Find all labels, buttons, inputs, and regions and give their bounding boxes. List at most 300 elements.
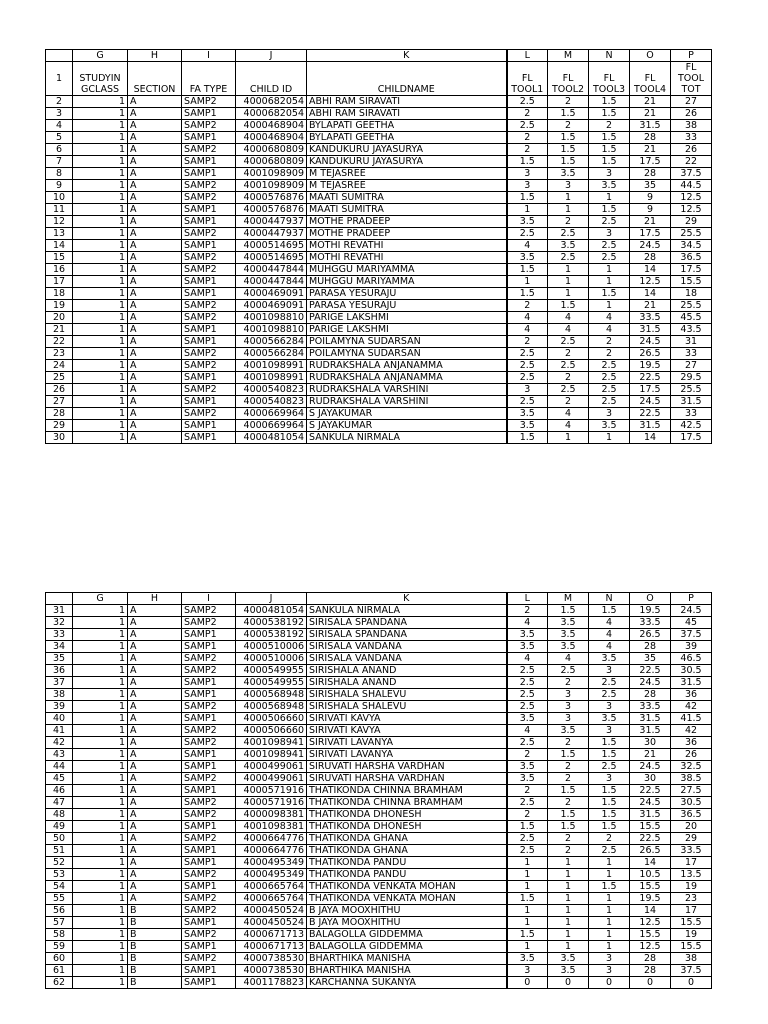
fl-tool1-cell[interactable]: 3.5 [507, 773, 548, 785]
fl-tool3-cell[interactable]: 3 [589, 965, 630, 977]
studying-class-cell[interactable]: 1 [73, 180, 128, 192]
studying-class-cell[interactable]: 1 [73, 737, 128, 749]
fa-type-cell[interactable]: SAMP1 [182, 108, 236, 120]
fl-tool2-cell[interactable]: 1.5 [548, 132, 589, 144]
fl-tool4-cell[interactable]: 33.5 [630, 617, 671, 629]
childname-cell[interactable]: SIRIVATI LAVANYA [307, 737, 507, 749]
fl-tool4-cell[interactable]: 31.5 [630, 120, 671, 132]
column-header[interactable]: J [236, 50, 307, 62]
fl-tool4-cell[interactable]: 35 [630, 653, 671, 665]
fl-tool3-cell[interactable]: 1 [589, 857, 630, 869]
row-number[interactable]: 41 [46, 725, 73, 737]
fl-tool4-cell[interactable]: 28 [630, 252, 671, 264]
fl-tool2-cell[interactable]: 1 [548, 192, 589, 204]
studying-class-cell[interactable]: 1 [73, 629, 128, 641]
fl-tool2-cell[interactable]: 2 [548, 348, 589, 360]
studying-class-cell[interactable]: 1 [73, 372, 128, 384]
fa-type-cell[interactable]: SAMP1 [182, 881, 236, 893]
childname-cell[interactable]: MOTHI REVATHI [307, 252, 507, 264]
fl-tool3-cell[interactable]: 2.5 [589, 396, 630, 408]
childname-cell[interactable]: SIRIVATI LAVANYA [307, 749, 507, 761]
fl-tool3-cell[interactable]: 1 [589, 941, 630, 953]
fl-tool1-cell[interactable]: 3 [507, 180, 548, 192]
section-cell[interactable]: B [128, 941, 182, 953]
childname-cell[interactable]: MUHGGU MARIYAMMA [307, 276, 507, 288]
section-cell[interactable]: B [128, 905, 182, 917]
section-cell[interactable]: A [128, 240, 182, 252]
fl-tool-tot-cell[interactable]: 33 [671, 408, 712, 420]
fl-tool3-cell[interactable]: 1.5 [589, 156, 630, 168]
fl-tool2-cell[interactable]: 1.5 [548, 156, 589, 168]
childname-cell[interactable]: BHARTHIKA MANISHA [307, 965, 507, 977]
childname-cell[interactable]: THATIKONDA PANDU [307, 857, 507, 869]
header-childname[interactable]: CHILDNAME [307, 62, 507, 96]
fl-tool2-cell[interactable]: 1 [548, 857, 589, 869]
row-number[interactable]: 56 [46, 905, 73, 917]
fl-tool4-cell[interactable]: 19.5 [630, 893, 671, 905]
fa-type-cell[interactable]: SAMP2 [182, 192, 236, 204]
row-number[interactable]: 37 [46, 677, 73, 689]
header-fl-tool-tot[interactable]: FL TOOL TOT [671, 62, 712, 96]
section-cell[interactable]: B [128, 929, 182, 941]
section-cell[interactable]: A [128, 336, 182, 348]
child-id-cell[interactable]: 4000481054 [236, 432, 307, 444]
fl-tool1-cell[interactable]: 2 [507, 132, 548, 144]
fl-tool4-cell[interactable]: 22.5 [630, 408, 671, 420]
fl-tool1-cell[interactable]: 2.5 [507, 96, 548, 108]
childname-cell[interactable]: THATIKONDA VENKATA MOHAN [307, 893, 507, 905]
header-section[interactable]: SECTION [128, 62, 182, 96]
fl-tool1-cell[interactable]: 1.5 [507, 893, 548, 905]
fl-tool2-cell[interactable]: 2 [548, 677, 589, 689]
fl-tool1-cell[interactable]: 4 [507, 324, 548, 336]
fl-tool3-cell[interactable]: 2 [589, 336, 630, 348]
section-cell[interactable]: B [128, 977, 182, 989]
studying-class-cell[interactable]: 1 [73, 120, 128, 132]
child-id-cell[interactable]: 4000495349 [236, 869, 307, 881]
fl-tool-tot-cell[interactable]: 36 [671, 689, 712, 701]
fl-tool4-cell[interactable]: 24.5 [630, 677, 671, 689]
fl-tool3-cell[interactable]: 1.5 [589, 132, 630, 144]
child-id-cell[interactable]: 4000682054 [236, 96, 307, 108]
fa-type-cell[interactable]: SAMP1 [182, 917, 236, 929]
row-number[interactable]: 61 [46, 965, 73, 977]
fl-tool1-cell[interactable]: 3.5 [507, 761, 548, 773]
fa-type-cell[interactable]: SAMP2 [182, 665, 236, 677]
studying-class-cell[interactable]: 1 [73, 905, 128, 917]
column-header[interactable]: G [73, 50, 128, 62]
fl-tool-tot-cell[interactable]: 31.5 [671, 396, 712, 408]
child-id-cell[interactable]: 4000468904 [236, 132, 307, 144]
section-cell[interactable]: A [128, 689, 182, 701]
child-id-cell[interactable]: 4000540823 [236, 384, 307, 396]
section-cell[interactable]: A [128, 420, 182, 432]
fa-type-cell[interactable]: SAMP2 [182, 929, 236, 941]
fl-tool2-cell[interactable]: 2.5 [548, 360, 589, 372]
fl-tool3-cell[interactable]: 1 [589, 264, 630, 276]
fa-type-cell[interactable]: SAMP1 [182, 420, 236, 432]
child-id-cell[interactable]: 4001098991 [236, 360, 307, 372]
fl-tool3-cell[interactable]: 2.5 [589, 761, 630, 773]
row-number[interactable]: 4 [46, 120, 73, 132]
childname-cell[interactable]: POILAMYNA SUDARSAN [307, 336, 507, 348]
fl-tool1-cell[interactable]: 2.5 [507, 833, 548, 845]
fl-tool-tot-cell[interactable]: 36.5 [671, 252, 712, 264]
section-cell[interactable]: A [128, 737, 182, 749]
child-id-cell[interactable]: 4000481054 [236, 605, 307, 617]
column-header[interactable]: I [182, 50, 236, 62]
row-number[interactable]: 20 [46, 312, 73, 324]
fl-tool4-cell[interactable]: 14 [630, 905, 671, 917]
child-id-cell[interactable]: 4000571916 [236, 797, 307, 809]
fl-tool1-cell[interactable]: 2 [507, 605, 548, 617]
row-number[interactable]: 45 [46, 773, 73, 785]
row-number[interactable]: 25 [46, 372, 73, 384]
fa-type-cell[interactable]: SAMP2 [182, 605, 236, 617]
row-number[interactable]: 44 [46, 761, 73, 773]
section-cell[interactable]: A [128, 773, 182, 785]
child-id-cell[interactable]: 4000538192 [236, 629, 307, 641]
fl-tool4-cell[interactable]: 31.5 [630, 420, 671, 432]
row-number[interactable]: 60 [46, 953, 73, 965]
fl-tool1-cell[interactable]: 4 [507, 617, 548, 629]
fa-type-cell[interactable]: SAMP1 [182, 156, 236, 168]
row-number[interactable]: 14 [46, 240, 73, 252]
fl-tool3-cell[interactable]: 4 [589, 629, 630, 641]
fl-tool4-cell[interactable]: 33.5 [630, 312, 671, 324]
fa-type-cell[interactable]: SAMP1 [182, 857, 236, 869]
column-header[interactable]: M [548, 593, 589, 605]
fa-type-cell[interactable]: SAMP2 [182, 773, 236, 785]
fl-tool4-cell[interactable]: 35 [630, 180, 671, 192]
studying-class-cell[interactable]: 1 [73, 857, 128, 869]
childname-cell[interactable]: MOTHI REVATHI [307, 240, 507, 252]
fl-tool-tot-cell[interactable]: 29.5 [671, 372, 712, 384]
child-id-cell[interactable]: 4001098991 [236, 372, 307, 384]
child-id-cell[interactable]: 4000576876 [236, 192, 307, 204]
fl-tool1-cell[interactable]: 2.5 [507, 228, 548, 240]
studying-class-cell[interactable]: 1 [73, 725, 128, 737]
studying-class-cell[interactable]: 1 [73, 288, 128, 300]
studying-class-cell[interactable]: 1 [73, 264, 128, 276]
childname-cell[interactable]: SANKULA NIRMALA [307, 432, 507, 444]
column-header[interactable]: P [671, 593, 712, 605]
fl-tool1-cell[interactable]: 2.5 [507, 701, 548, 713]
fa-type-cell[interactable]: SAMP2 [182, 737, 236, 749]
section-cell[interactable]: A [128, 108, 182, 120]
fl-tool-tot-cell[interactable]: 18 [671, 288, 712, 300]
fl-tool3-cell[interactable]: 1 [589, 917, 630, 929]
childname-cell[interactable]: SIRISHALA SHALEVU [307, 689, 507, 701]
child-id-cell[interactable]: 4000682054 [236, 108, 307, 120]
childname-cell[interactable]: THATIKONDA GHANA [307, 845, 507, 857]
studying-class-cell[interactable]: 1 [73, 641, 128, 653]
fl-tool4-cell[interactable]: 15.5 [630, 821, 671, 833]
fl-tool-tot-cell[interactable]: 45 [671, 617, 712, 629]
fl-tool3-cell[interactable]: 1.5 [589, 144, 630, 156]
childname-cell[interactable]: SIRISALA SPANDANA [307, 617, 507, 629]
fl-tool3-cell[interactable]: 2.5 [589, 677, 630, 689]
childname-cell[interactable]: MOTHE PRADEEP [307, 228, 507, 240]
fa-type-cell[interactable]: SAMP1 [182, 977, 236, 989]
column-header[interactable] [46, 50, 73, 62]
fl-tool-tot-cell[interactable]: 27.5 [671, 785, 712, 797]
studying-class-cell[interactable]: 1 [73, 168, 128, 180]
fl-tool-tot-cell[interactable]: 36 [671, 737, 712, 749]
fl-tool1-cell[interactable]: 4 [507, 725, 548, 737]
section-cell[interactable]: A [128, 276, 182, 288]
fl-tool2-cell[interactable]: 1 [548, 905, 589, 917]
row-number[interactable]: 58 [46, 929, 73, 941]
fl-tool2-cell[interactable]: 1 [548, 264, 589, 276]
fl-tool2-cell[interactable]: 2 [548, 96, 589, 108]
childname-cell[interactable]: THATIKONDA VENKATA MOHAN [307, 881, 507, 893]
fl-tool2-cell[interactable]: 1.5 [548, 300, 589, 312]
fl-tool3-cell[interactable]: 1.5 [589, 821, 630, 833]
fl-tool1-cell[interactable]: 2.5 [507, 797, 548, 809]
fl-tool-tot-cell[interactable]: 25.5 [671, 228, 712, 240]
fl-tool1-cell[interactable]: 2 [507, 785, 548, 797]
fl-tool-tot-cell[interactable]: 23 [671, 893, 712, 905]
section-cell[interactable]: A [128, 96, 182, 108]
fl-tool1-cell[interactable]: 1 [507, 204, 548, 216]
fl-tool1-cell[interactable]: 2.5 [507, 396, 548, 408]
header-child-id[interactable]: CHILD ID [236, 62, 307, 96]
studying-class-cell[interactable]: 1 [73, 228, 128, 240]
fa-type-cell[interactable]: SAMP2 [182, 384, 236, 396]
header-fa-type[interactable]: FA TYPE [182, 62, 236, 96]
fa-type-cell[interactable]: SAMP1 [182, 216, 236, 228]
fl-tool1-cell[interactable]: 2.5 [507, 120, 548, 132]
fl-tool2-cell[interactable]: 3.5 [548, 629, 589, 641]
fl-tool3-cell[interactable]: 4 [589, 312, 630, 324]
fl-tool1-cell[interactable]: 1.5 [507, 288, 548, 300]
fl-tool3-cell[interactable]: 2.5 [589, 252, 630, 264]
row-number[interactable]: 12 [46, 216, 73, 228]
fl-tool3-cell[interactable]: 0 [589, 977, 630, 989]
child-id-cell[interactable]: 4000499061 [236, 773, 307, 785]
studying-class-cell[interactable]: 1 [73, 917, 128, 929]
row-number[interactable]: 30 [46, 432, 73, 444]
fa-type-cell[interactable]: SAMP2 [182, 252, 236, 264]
fl-tool1-cell[interactable]: 2 [507, 809, 548, 821]
row-number[interactable]: 11 [46, 204, 73, 216]
fa-type-cell[interactable]: SAMP1 [182, 288, 236, 300]
child-id-cell[interactable]: 4000576876 [236, 204, 307, 216]
studying-class-cell[interactable]: 1 [73, 713, 128, 725]
studying-class-cell[interactable]: 1 [73, 324, 128, 336]
fa-type-cell[interactable]: SAMP1 [182, 336, 236, 348]
section-cell[interactable]: A [128, 132, 182, 144]
fl-tool4-cell[interactable]: 31.5 [630, 809, 671, 821]
row-number[interactable]: 7 [46, 156, 73, 168]
section-cell[interactable]: A [128, 749, 182, 761]
fl-tool2-cell[interactable]: 1 [548, 276, 589, 288]
fl-tool3-cell[interactable]: 3 [589, 408, 630, 420]
fl-tool-tot-cell[interactable]: 12.5 [671, 192, 712, 204]
fl-tool1-cell[interactable]: 2.5 [507, 372, 548, 384]
fl-tool-tot-cell[interactable]: 32.5 [671, 761, 712, 773]
fl-tool1-cell[interactable]: 4 [507, 240, 548, 252]
fl-tool-tot-cell[interactable]: 42 [671, 725, 712, 737]
section-cell[interactable]: A [128, 192, 182, 204]
row-number[interactable]: 47 [46, 797, 73, 809]
childname-cell[interactable]: THATIKONDA PANDU [307, 869, 507, 881]
fl-tool1-cell[interactable]: 3 [507, 384, 548, 396]
column-header[interactable]: P [671, 50, 712, 62]
child-id-cell[interactable]: 4000469091 [236, 288, 307, 300]
column-header[interactable]: G [73, 593, 128, 605]
fl-tool1-cell[interactable]: 3.5 [507, 216, 548, 228]
fl-tool4-cell[interactable]: 12.5 [630, 276, 671, 288]
childname-cell[interactable]: B JAYA MOOXHITHU [307, 917, 507, 929]
studying-class-cell[interactable]: 1 [73, 108, 128, 120]
fl-tool4-cell[interactable]: 31.5 [630, 324, 671, 336]
fl-tool2-cell[interactable]: 3.5 [548, 641, 589, 653]
section-cell[interactable]: A [128, 809, 182, 821]
studying-class-cell[interactable]: 1 [73, 749, 128, 761]
fl-tool-tot-cell[interactable]: 17 [671, 905, 712, 917]
fl-tool-tot-cell[interactable]: 38 [671, 953, 712, 965]
fl-tool1-cell[interactable]: 1 [507, 917, 548, 929]
fl-tool-tot-cell[interactable]: 15.5 [671, 276, 712, 288]
fl-tool-tot-cell[interactable]: 37.5 [671, 629, 712, 641]
fl-tool4-cell[interactable]: 24.5 [630, 797, 671, 809]
fa-type-cell[interactable]: SAMP2 [182, 905, 236, 917]
studying-class-cell[interactable]: 1 [73, 653, 128, 665]
childname-cell[interactable]: POILAMYNA SUDARSAN [307, 348, 507, 360]
child-id-cell[interactable]: 4000664776 [236, 845, 307, 857]
childname-cell[interactable]: SIRIVATI KAVYA [307, 713, 507, 725]
fa-type-cell[interactable]: SAMP1 [182, 761, 236, 773]
fl-tool3-cell[interactable]: 3 [589, 168, 630, 180]
studying-class-cell[interactable]: 1 [73, 605, 128, 617]
fl-tool1-cell[interactable]: 2.5 [507, 348, 548, 360]
fa-type-cell[interactable]: SAMP2 [182, 797, 236, 809]
fl-tool1-cell[interactable]: 1 [507, 276, 548, 288]
row-number[interactable]: 59 [46, 941, 73, 953]
section-cell[interactable]: A [128, 845, 182, 857]
child-id-cell[interactable]: 4000566284 [236, 336, 307, 348]
fl-tool4-cell[interactable]: 10.5 [630, 869, 671, 881]
fl-tool2-cell[interactable]: 1.5 [548, 809, 589, 821]
fa-type-cell[interactable]: SAMP1 [182, 965, 236, 977]
fl-tool3-cell[interactable]: 3 [589, 773, 630, 785]
studying-class-cell[interactable]: 1 [73, 312, 128, 324]
section-cell[interactable]: A [128, 833, 182, 845]
fa-type-cell[interactable]: SAMP2 [182, 180, 236, 192]
child-id-cell[interactable]: 4000495349 [236, 857, 307, 869]
section-cell[interactable]: A [128, 617, 182, 629]
childname-cell[interactable]: SANKULA NIRMALA [307, 605, 507, 617]
fl-tool1-cell[interactable]: 3.5 [507, 420, 548, 432]
studying-class-cell[interactable]: 1 [73, 833, 128, 845]
fl-tool-tot-cell[interactable]: 12.5 [671, 204, 712, 216]
fa-type-cell[interactable]: SAMP1 [182, 641, 236, 653]
studying-class-cell[interactable]: 1 [73, 384, 128, 396]
row-number[interactable]: 18 [46, 288, 73, 300]
child-id-cell[interactable]: 4000665764 [236, 893, 307, 905]
fl-tool2-cell[interactable]: 3.5 [548, 725, 589, 737]
row-number[interactable]: 5 [46, 132, 73, 144]
fl-tool-tot-cell[interactable]: 0 [671, 977, 712, 989]
column-header[interactable]: K [307, 593, 507, 605]
childname-cell[interactable]: THATIKONDA CHINNA BRAMHAM [307, 785, 507, 797]
fa-type-cell[interactable]: SAMP2 [182, 144, 236, 156]
fl-tool2-cell[interactable]: 1 [548, 917, 589, 929]
fl-tool1-cell[interactable]: 2 [507, 749, 548, 761]
fl-tool2-cell[interactable]: 1.5 [548, 821, 589, 833]
section-cell[interactable]: A [128, 156, 182, 168]
fa-type-cell[interactable]: SAMP2 [182, 264, 236, 276]
section-cell[interactable]: B [128, 953, 182, 965]
fl-tool3-cell[interactable]: 2.5 [589, 384, 630, 396]
fl-tool4-cell[interactable]: 21 [630, 216, 671, 228]
fl-tool-tot-cell[interactable]: 33 [671, 348, 712, 360]
fl-tool-tot-cell[interactable]: 31.5 [671, 677, 712, 689]
section-cell[interactable]: B [128, 965, 182, 977]
fl-tool2-cell[interactable]: 1.5 [548, 785, 589, 797]
fl-tool-tot-cell[interactable]: 19 [671, 881, 712, 893]
fl-tool4-cell[interactable]: 24.5 [630, 336, 671, 348]
fl-tool4-cell[interactable]: 14 [630, 264, 671, 276]
fl-tool2-cell[interactable]: 1 [548, 204, 589, 216]
childname-cell[interactable]: MOTHE PRADEEP [307, 216, 507, 228]
fl-tool1-cell[interactable]: 1 [507, 941, 548, 953]
fl-tool-tot-cell[interactable]: 41.5 [671, 713, 712, 725]
fl-tool4-cell[interactable]: 26.5 [630, 348, 671, 360]
childname-cell[interactable]: MAATI SUMITRA [307, 204, 507, 216]
fa-type-cell[interactable]: SAMP1 [182, 396, 236, 408]
child-id-cell[interactable]: 4000510006 [236, 653, 307, 665]
section-cell[interactable]: A [128, 785, 182, 797]
fa-type-cell[interactable]: SAMP2 [182, 833, 236, 845]
fl-tool2-cell[interactable]: 2 [548, 833, 589, 845]
studying-class-cell[interactable]: 1 [73, 348, 128, 360]
child-id-cell[interactable]: 4001098941 [236, 749, 307, 761]
studying-class-cell[interactable]: 1 [73, 701, 128, 713]
section-cell[interactable]: A [128, 605, 182, 617]
studying-class-cell[interactable]: 1 [73, 689, 128, 701]
section-cell[interactable]: A [128, 701, 182, 713]
fl-tool4-cell[interactable]: 30 [630, 737, 671, 749]
fl-tool1-cell[interactable]: 1.5 [507, 432, 548, 444]
fl-tool-tot-cell[interactable]: 13.5 [671, 869, 712, 881]
section-cell[interactable]: A [128, 821, 182, 833]
child-id-cell[interactable]: 4000469091 [236, 300, 307, 312]
studying-class-cell[interactable]: 1 [73, 941, 128, 953]
studying-class-cell[interactable]: 1 [73, 893, 128, 905]
fl-tool2-cell[interactable]: 4 [548, 312, 589, 324]
row-number[interactable]: 42 [46, 737, 73, 749]
fl-tool-tot-cell[interactable]: 43.5 [671, 324, 712, 336]
child-id-cell[interactable]: 4000514695 [236, 240, 307, 252]
childname-cell[interactable]: SIRIVATI KAVYA [307, 725, 507, 737]
fl-tool-tot-cell[interactable]: 37.5 [671, 965, 712, 977]
section-cell[interactable]: A [128, 881, 182, 893]
section-cell[interactable]: A [128, 204, 182, 216]
fl-tool4-cell[interactable]: 28 [630, 965, 671, 977]
child-id-cell[interactable]: 4001098810 [236, 324, 307, 336]
child-id-cell[interactable]: 4000540823 [236, 396, 307, 408]
column-header[interactable]: M [548, 50, 589, 62]
studying-class-cell[interactable]: 1 [73, 336, 128, 348]
fl-tool1-cell[interactable]: 2 [507, 336, 548, 348]
section-cell[interactable]: A [128, 300, 182, 312]
row-number[interactable]: 16 [46, 264, 73, 276]
fa-type-cell[interactable]: SAMP2 [182, 348, 236, 360]
fl-tool1-cell[interactable]: 2 [507, 144, 548, 156]
